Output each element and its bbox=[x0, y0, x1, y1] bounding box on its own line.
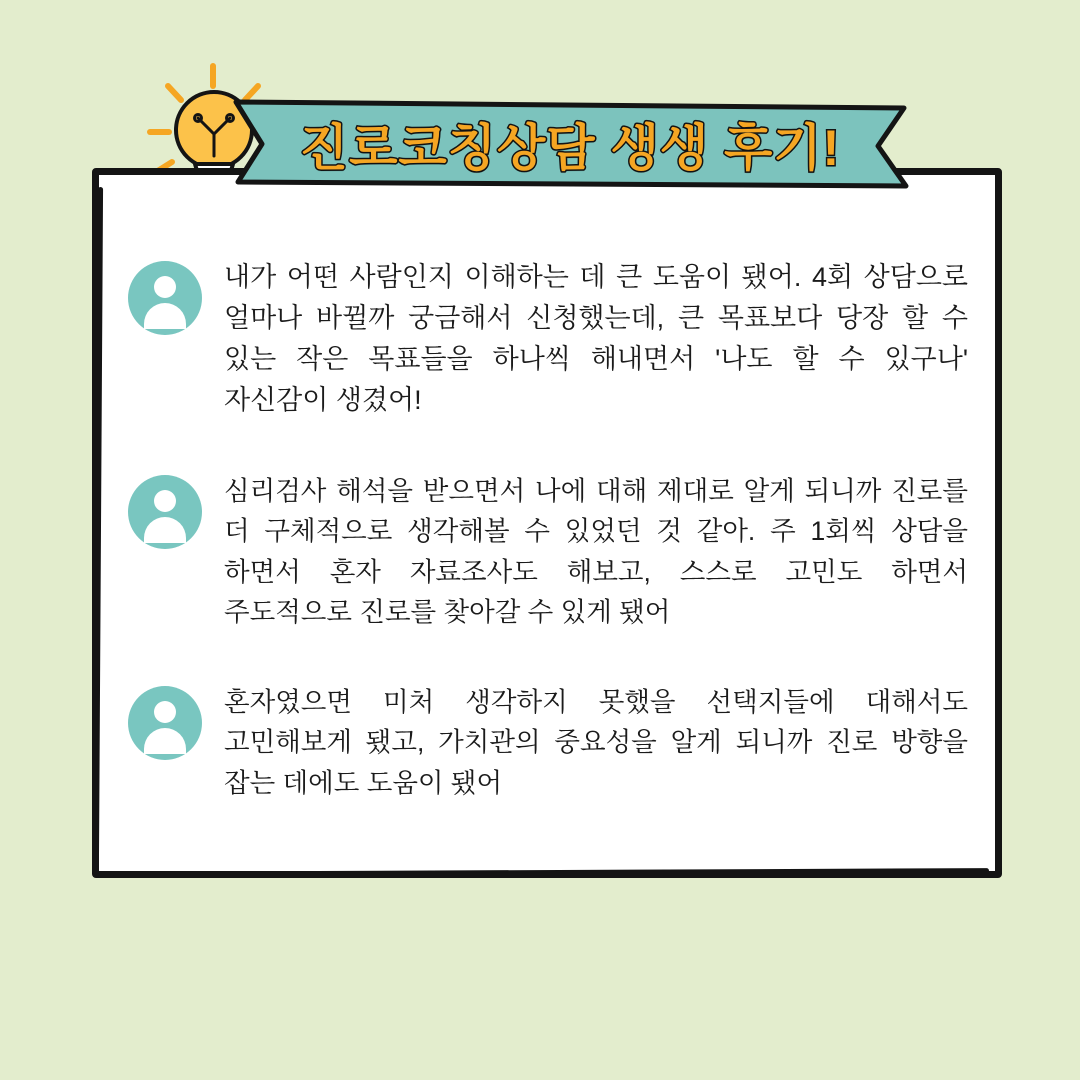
title-ribbon bbox=[228, 98, 912, 190]
list-item bbox=[128, 469, 968, 632]
person-avatar-icon bbox=[128, 475, 202, 549]
review-text: 심리검사 해석을 받으면서 나에 대해 제대로 알게 되니까 진로를 더 구체적으로 생각해볼 수 있었던 것 같아. 주 1회씩 상담을 하면서 혼자 자료조사도 해보고, 스스로 고민도 하면서 주도적으로 진로를 찾아갈 수 있게 됐어 bbox=[224, 476, 968, 627]
page-title: 진로코칭상담 생생 후기! bbox=[299, 120, 841, 176]
list-item bbox=[128, 255, 968, 421]
review-text: 혼자였으면 미처 생각하지 못했을 선택지들에 대해서도 고민해보게 됐고, 가치관의 중요성을 알게 되니까 진로 방향을 잡는 데에도 도움이 됐어 bbox=[224, 687, 968, 798]
review-list bbox=[128, 255, 968, 803]
person-avatar-icon bbox=[128, 686, 202, 760]
list-item bbox=[128, 680, 968, 803]
person-avatar-icon bbox=[128, 261, 202, 335]
review-text: 내가 어떤 사람인지 이해하는 데 큰 도움이 됐어. 4회 상담으로 얼마나 바뀔까 궁금해서 신청했는데, 큰 목표보다 당장 할 수 있는 작은 목표들을 하나씩 해내면서 '나도 할 수 있구나' 자신감이 생겼어! bbox=[224, 262, 968, 416]
